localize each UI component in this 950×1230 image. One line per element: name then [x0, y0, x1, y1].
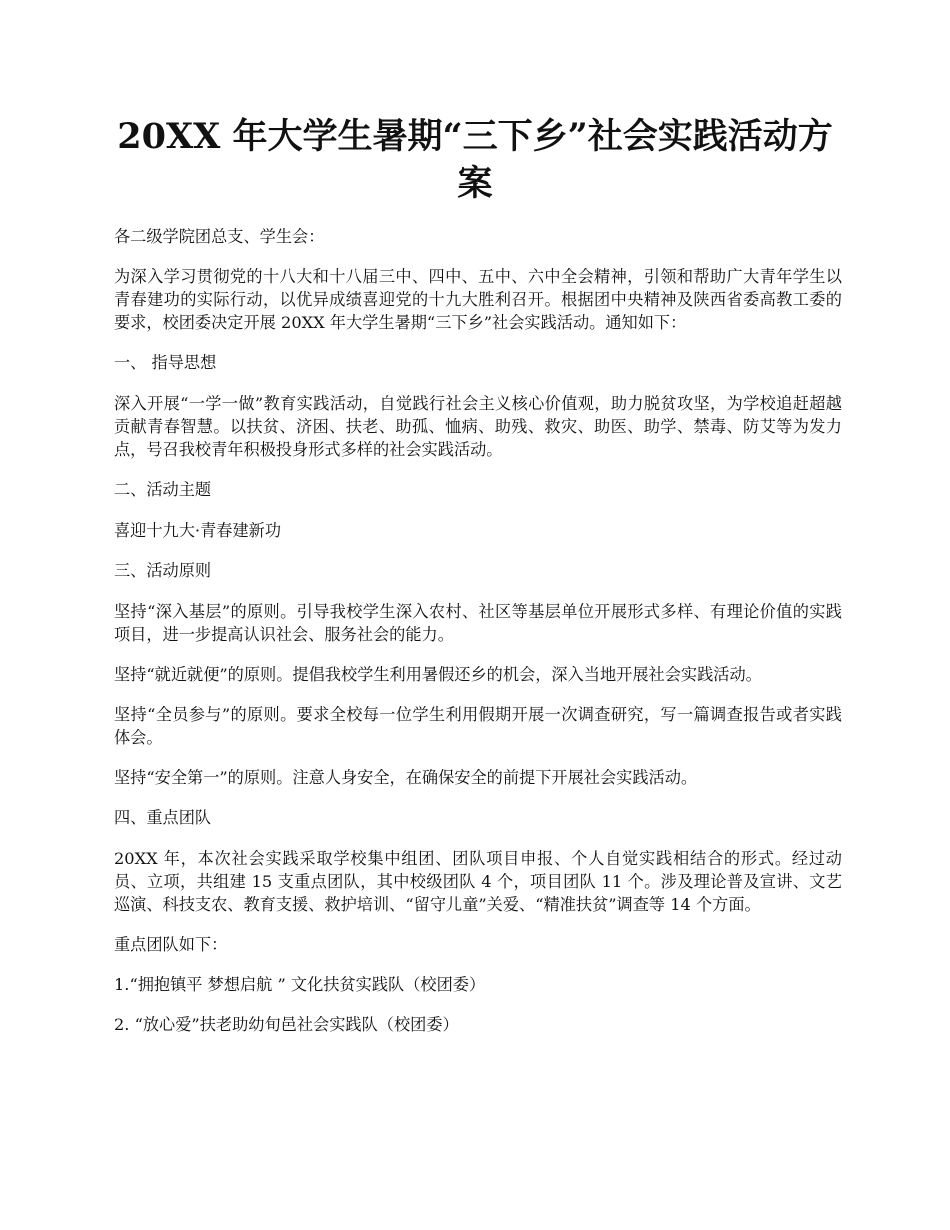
activity-theme-text: 喜迎十九大·青春建新功 [114, 521, 282, 540]
document-title: 20XX 年大学生暑期“三下乡”社会实践活动方案 [117, 116, 833, 204]
intro-paragraph: 为深入学习贯彻党的十八大和十八届三中、四中、五中、六中全会精神，引领和帮助广大青年学生以青春建功的实际行动，以优异成绩喜迎党的十九大胜利召开。根据团中央精神及陕西省委高教工委的要求，校团委决定开展 20XX 年大学生暑期“三下乡”社会实践活动。通知如下： [114, 267, 842, 332]
salutation: 各二级学院团总支、学生会： [114, 227, 325, 246]
key-teams-list-intro: 重点团队如下： [114, 935, 228, 954]
section-heading-key-teams: 四、重点团队 [114, 808, 212, 827]
principle-paragraph: 坚持“深入基层”的原则。引导我校学生深入农村、社区等基层单位开展形式多样、有理论价值的实践项目，进一步提高认识社会、服务社会的能力。 [114, 602, 842, 644]
document-body [114, 225, 842, 1053]
principle-paragraph: 坚持“安全第一”的原则。注意人身安全，在确保安全的前提下开展社会实践活动。 [114, 768, 698, 787]
list-item: 1.“拥抱镇平 梦想启航 ” 文化扶贫实践队（校团委） [114, 975, 486, 994]
section-heading-guiding-ideology: 一、 指导思想 [114, 353, 217, 372]
key-teams-paragraph: 20XX 年，本次社会实践采取学校集中组团、团队项目申报、个人自觉实践相结合的形式。经过动员、立项，共组建 15 支重点团队，其中校级团队 4 个，项目团队 11 个。涉及理论普及宣讲、文艺巡演、科技支农、教育支援、救护培训、“留守儿童”关爱、“精准扶贫”调查等 14 个方面。 [114, 849, 842, 914]
principle-paragraph: 坚持“就近就便”的原则。提倡我校学生利用暑假还乡的机会，深入当地开展社会实践活动。 [114, 665, 762, 684]
section-heading-activity-principles: 三、活动原则 [114, 561, 212, 580]
guiding-ideology-paragraph: 深入开展“一学一做”教育实践活动，自觉践行社会主义核心价值观，助力脱贫攻坚，为学校追赶超越贡献青春智慧。以扶贫、济困、扶老、助孤、恤病、助残、救灾、助医、助学、禁毒、防艾等为发力点，号召我校青年积极投身形式多样的社会实践活动。 [114, 394, 842, 459]
section-heading-activity-theme: 二、活动主题 [114, 480, 212, 499]
list-item: 2. “放心爱”扶老助幼旬邑社会实践队（校团委） [114, 1015, 459, 1034]
principle-paragraph: 坚持“全员参与”的原则。要求全校每一位学生利用假期开展一次调查研究，写一篇调查报告或者实践体会。 [114, 705, 842, 747]
